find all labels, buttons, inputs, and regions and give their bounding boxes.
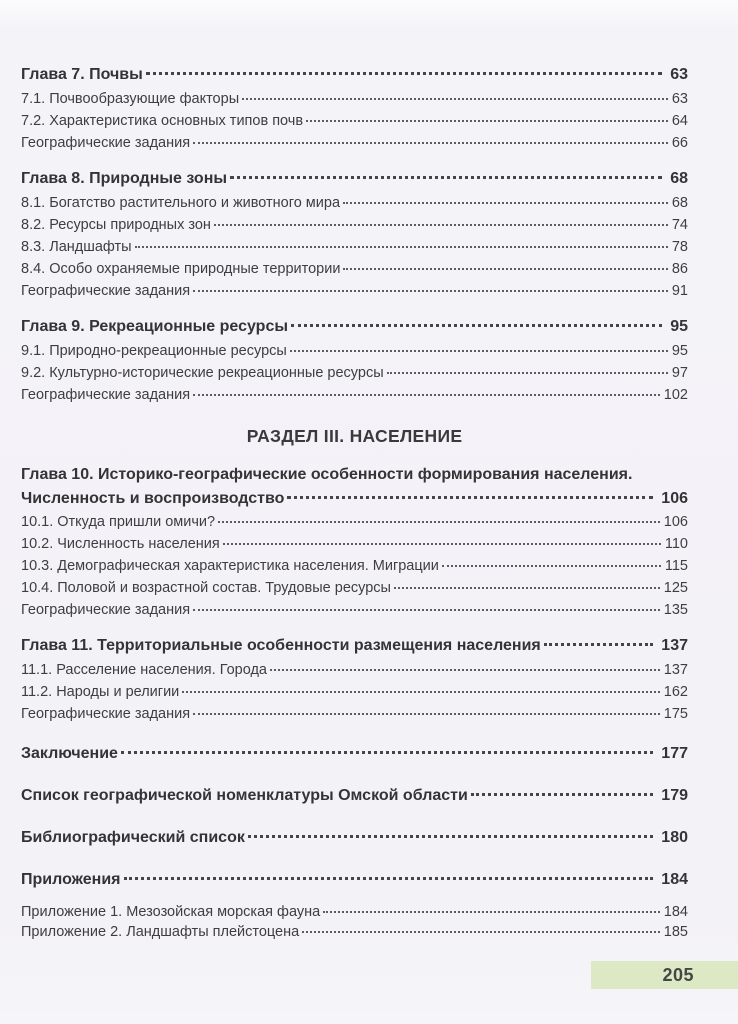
- toc-entry-label: Народы и религии: [56, 684, 180, 700]
- toc-entry: [21, 280, 688, 302]
- toc-entry: [21, 236, 688, 258]
- toc-entry-page: 125: [663, 580, 688, 596]
- footer-page-number: 205: [662, 965, 694, 985]
- toc-entry: [21, 362, 688, 384]
- toc-entry-page: 106: [663, 514, 688, 530]
- toc-entry: [21, 384, 688, 406]
- toc-entry: [21, 511, 688, 533]
- toc-entry-page: 68: [670, 170, 688, 187]
- toc-entry-number: 7.2.: [21, 113, 46, 129]
- toc-entry: [21, 110, 688, 132]
- toc-entry-label: Демографическая характеристика населения. Миграции: [57, 558, 439, 574]
- toc-entry-page: 63: [671, 91, 688, 107]
- section-header-label: РАЗДЕЛ III. НАСЕЛЕНИЕ: [246, 426, 463, 446]
- toc-entry: [21, 555, 688, 577]
- toc-entry: [21, 533, 688, 555]
- toc-entry-label: Список географической номенклатуры Омской области: [21, 787, 468, 804]
- toc-entry-page: 185: [663, 924, 688, 940]
- toc-entry-label: Приложение 2. Ландшафты плейстоцена: [21, 924, 300, 940]
- toc-entry-label: Глава 9. Рекреационные ресурсы: [21, 318, 289, 335]
- section-header: [21, 423, 688, 449]
- toc-entry-label: Особо охраняемые природные территории: [49, 261, 341, 277]
- toc-entry-label-line1: Глава 10. Историко-географические особенности формирования населения.: [21, 466, 633, 483]
- toc-entry: [21, 922, 688, 942]
- toc-entry-label: Географические задания: [21, 602, 191, 618]
- toc-entry-number: 10.4.: [21, 580, 54, 596]
- toc-entry-page: 63: [670, 66, 688, 83]
- toc-entry-number: 8.2.: [21, 217, 46, 233]
- toc-entry-page: 135: [663, 602, 688, 618]
- toc-entry-label: Характеристика основных типов почв: [49, 113, 304, 129]
- toc-entry-line2: [21, 487, 688, 511]
- toc-entry-page: 102: [663, 387, 688, 403]
- toc-entry-page: 115: [664, 558, 688, 574]
- toc-entry-page: 66: [671, 135, 688, 151]
- toc-entry: [21, 214, 688, 236]
- toc-entry-label: Глава 8. Природные зоны: [21, 170, 228, 187]
- toc-entry-label: Глава 7. Почвы: [21, 66, 143, 83]
- toc-entry-label: Географические задания: [21, 387, 191, 403]
- toc-entry-label: Географические задания: [21, 706, 191, 722]
- toc-entry-number: 7.1.: [21, 91, 46, 107]
- toc-entry-label: Богатство растительного и животного мира: [49, 195, 341, 211]
- toc-entry: [21, 681, 688, 703]
- toc-entry: [21, 192, 688, 214]
- toc-entry-page: 64: [671, 113, 688, 129]
- toc-entry-page: 74: [671, 217, 688, 233]
- toc-entry-page: 137: [661, 637, 688, 654]
- toc-entry-label: Географические задания: [21, 135, 191, 151]
- toc-entry-page: 106: [661, 490, 688, 507]
- toc-entry: [21, 902, 688, 922]
- toc-entry: [21, 258, 688, 280]
- toc-entry: [21, 577, 688, 599]
- toc-entry-page: 137: [663, 662, 688, 678]
- toc-entry: [21, 659, 688, 681]
- toc-entry-label: Ресурсы природных зон: [49, 217, 211, 233]
- toc-entry-page: 91: [671, 283, 688, 299]
- footer-page-number-bar: [591, 961, 738, 989]
- toc-entry: [21, 62, 688, 88]
- toc-entry-label: Ландшафты: [49, 239, 132, 255]
- toc-entry-number: 11.2.: [21, 684, 53, 700]
- toc-entry: [21, 825, 688, 851]
- toc-entry: [21, 132, 688, 154]
- toc-entry-page: 177: [661, 745, 688, 762]
- toc-entry-number: 10.2.: [21, 536, 54, 552]
- toc-entry: [21, 867, 688, 893]
- toc-entry: [21, 314, 688, 340]
- toc-entry-label: Заключение: [21, 745, 118, 762]
- toc-entry-page: 179: [661, 787, 688, 804]
- toc-entry: [21, 340, 688, 362]
- toc-entry-label: Природно-рекреационные ресурсы: [49, 343, 287, 359]
- toc-entry-label: Приложение 1. Мезозойская морская фауна: [21, 904, 321, 920]
- toc-entry-page: 68: [671, 195, 688, 211]
- toc-entry-number: 9.2.: [21, 365, 46, 381]
- toc-entry-number: 10.1.: [21, 514, 54, 530]
- toc-entry-page: 180: [661, 829, 688, 846]
- toc-entry-label-line2: Численность и воспроизводство: [21, 490, 285, 507]
- toc-entry-label: Приложения: [21, 871, 121, 888]
- toc-entry-page: 95: [671, 343, 688, 359]
- toc-entry-page: 78: [671, 239, 688, 255]
- toc-entry-page: 184: [661, 871, 688, 888]
- toc-entry-page: 184: [663, 904, 688, 920]
- toc-entry: [21, 88, 688, 110]
- toc-entry-page: 110: [664, 536, 688, 552]
- toc-entry-page: 95: [670, 318, 688, 335]
- toc-entry-label: Расселение населения. Города: [56, 662, 267, 678]
- toc-entry-label: Географические задания: [21, 283, 191, 299]
- toc-entry-label: Численность населения: [57, 536, 220, 552]
- toc-entry-page: 97: [671, 365, 688, 381]
- toc-entry: [21, 166, 688, 192]
- toc-entry-number: 8.4.: [21, 261, 46, 277]
- toc-entry: [21, 703, 688, 725]
- toc-entry-page: 162: [663, 684, 688, 700]
- toc-entry: [21, 599, 688, 621]
- toc-entry-label: Почвообразующие факторы: [49, 91, 240, 107]
- toc-entry-label: Откуда пришли омичи?: [57, 514, 216, 530]
- toc-entry-two-line: [21, 463, 688, 511]
- toc-entry: [21, 633, 688, 659]
- toc-entry-number: 10.3.: [21, 558, 54, 574]
- toc-entry: [21, 741, 688, 767]
- toc-entry-number: 11.1.: [21, 662, 53, 678]
- toc-entry-number: 9.1.: [21, 343, 46, 359]
- toc-entry-number: 8.1.: [21, 195, 46, 211]
- toc-entry-label: Половой и возрастной состав. Трудовые ресурсы: [57, 580, 391, 596]
- toc-entry-label: Библиографический список: [21, 829, 245, 846]
- toc-entry-number: 8.3.: [21, 239, 46, 255]
- toc-entry: [21, 783, 688, 809]
- toc-entry-label: Глава 11. Территориальные особенности размещения населения: [21, 637, 541, 654]
- toc-list: [21, 62, 688, 942]
- toc-entry-page: 86: [671, 261, 688, 277]
- toc-entry-label: Культурно-исторические рекреационные ресурсы: [49, 365, 384, 381]
- toc-entry-page: 175: [663, 706, 688, 722]
